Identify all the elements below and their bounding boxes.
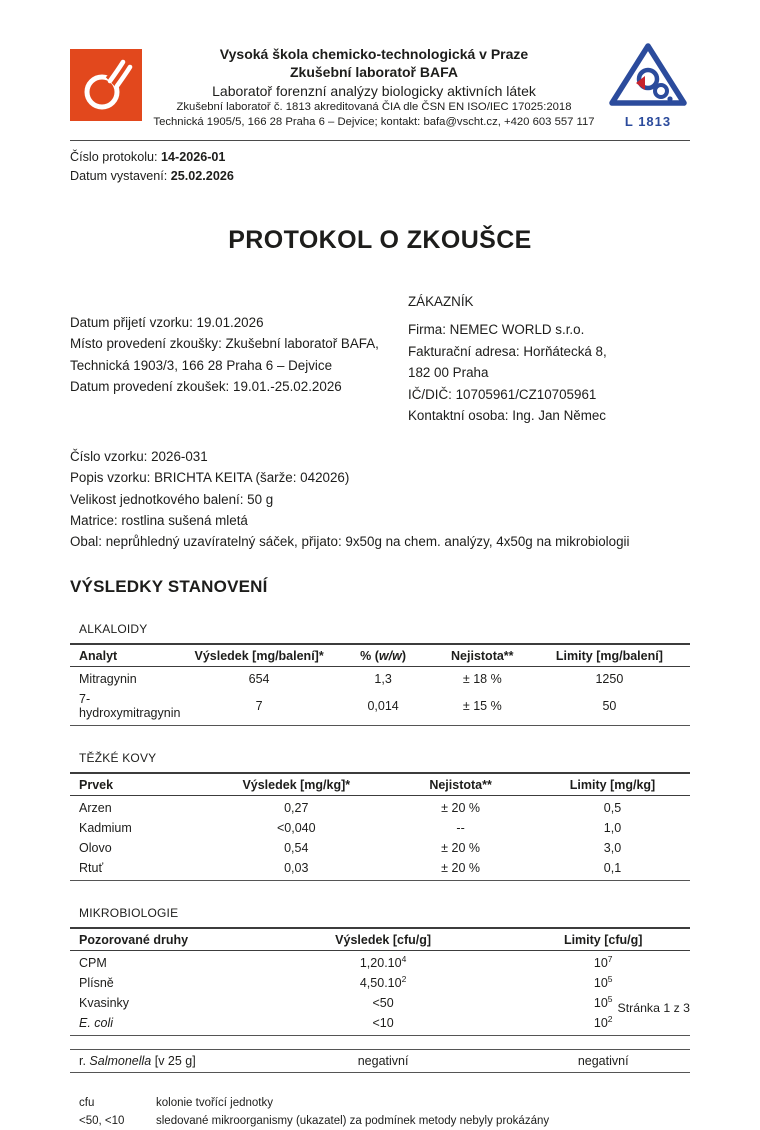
footnote-row <box>70 1095 690 1113</box>
col-limits: Limity [cfu/g] <box>516 928 690 951</box>
table-row: Kadmium <0,040 -- 1,0 <box>79 820 622 835</box>
metals-header-row <box>70 773 690 796</box>
salmonella-result: negativní <box>357 1053 409 1068</box>
alkaloids-table <box>70 643 690 726</box>
salmonella-name: r. Salmonella [v 25 g] <box>79 1053 196 1068</box>
sample-info <box>70 446 690 553</box>
table-row: Plísně 4,50.10$^2$ $10^5$ <box>79 973 613 990</box>
customer-info <box>408 291 690 427</box>
alkaloids-section-label: ALKALOIDY <box>79 621 148 636</box>
metals-section-label: TĚŽKÉ KOVY <box>79 750 157 765</box>
cia-accreditation-logo <box>606 41 690 129</box>
vscht-flask-logo-icon <box>70 49 142 121</box>
protocol-number-value: 14-2026-01 <box>161 150 226 165</box>
issue-date-value: 25.02.2026 <box>170 169 234 184</box>
org-lab: Zkušební laboratoř BAFA <box>289 64 459 81</box>
protocol-meta <box>70 148 690 186</box>
col-element: Prvek <box>70 773 206 796</box>
organization-block <box>142 45 606 130</box>
table-row <box>70 1049 690 1072</box>
micro-section-label: MIKROBIOLOGIE <box>79 905 179 920</box>
footnote-row <box>70 1113 690 1130</box>
customer-line: IČ/DIČ: 10705961/CZ10705961 <box>408 386 597 402</box>
col-result: Výsledek [cfu/g] <box>250 928 517 951</box>
reception-line: Datum provedení zkoušek: 19.01.-25.02.2026 <box>70 379 342 395</box>
page-title: PROTOKOL O ZKOUŠCE <box>228 226 532 254</box>
reception-info <box>70 291 408 427</box>
sample-line: Číslo vzorku: 2026-031 <box>70 448 208 464</box>
reception-line: Technická 1903/3, 166 28 Praha 6 – Dejvice <box>70 357 333 373</box>
page-number: Stránka 1 z 3 <box>617 1001 690 1015</box>
customer-line: Kontaktní osoba: Ing. Jan Němec <box>408 408 607 424</box>
customer-line: 182 00 Praha <box>408 365 489 381</box>
col-result: Výsledek [mg/balení]* <box>188 644 331 667</box>
customer-heading: ZÁKAZNÍK <box>408 294 474 309</box>
col-limits: Limity [mg/balení] <box>529 644 690 667</box>
protocol-number-line <box>70 148 690 167</box>
col-result: Výsledek [mg/kg]* <box>206 773 386 796</box>
customer-line: Fakturační adresa: Horňátecká 8, <box>408 343 607 359</box>
metals-table <box>70 772 690 881</box>
micro-table <box>70 927 690 1036</box>
table-row: Mitragynin 654 1,3 ± 18 % 1250 <box>79 671 624 686</box>
table-row: Olovo 0,54 ± 20 % 3,0 <box>79 840 622 855</box>
cia-mark-label: L 1813 <box>624 114 672 129</box>
reception-line: Místo provedení zkoušky: Zkušební laboratoř BAFA, <box>70 336 379 352</box>
issue-date-line <box>70 167 690 186</box>
results-heading: VÝSLEDKY STANOVENÍ <box>70 576 268 596</box>
micro-header-row <box>70 928 690 951</box>
header-divider <box>70 140 690 141</box>
table-row: Arzen 0,27 ± 20 % 0,5 <box>79 800 622 815</box>
col-uncertainty: Nejistota** <box>386 773 535 796</box>
info-columns <box>70 291 690 427</box>
sample-line: Obal: neprůhledný uzavíratelný sáček, přijato: 9x50g na chem. analýzy, 4x50g na mikrobiologii <box>70 534 630 550</box>
footnote-desc: sledované mikroorganismy (ukazatel) za podmínek metody nebyly prokázány <box>156 1114 550 1127</box>
sample-line: Matrice: rostlina sušená mletá <box>70 512 248 528</box>
col-analyte: Analyt <box>70 644 188 667</box>
footnote-term: cfu <box>79 1096 95 1109</box>
letterhead <box>70 45 690 130</box>
org-lab-full: Laboratoř forenzní analýzy biologicky aktivních látek <box>212 82 536 99</box>
col-percent: % (w/w) <box>330 644 435 667</box>
footnote-desc: kolonie tvořící jednotky <box>156 1096 273 1109</box>
alkaloids-header-row <box>70 644 690 667</box>
sample-line: Velikost jednotkového balení: 50 g <box>70 491 274 507</box>
col-species: Pozorované druhy <box>70 928 250 951</box>
sample-line: Popis vzorku: BRICHTA KEITA (šarže: 042026) <box>70 470 350 486</box>
protocol-number-label: Číslo protokolu: <box>70 150 161 165</box>
table-row: CPM 1,20.10$^4$ $10^7$ <box>79 953 613 970</box>
table-row: Rtuť 0,03 ± 20 % 0,1 <box>79 860 622 875</box>
customer-line: Firma: NEMEC WORLD s.r.o. <box>408 322 585 338</box>
org-contact: Technická 1905/5, 166 28 Praha 6 – Dejvice; kontakt: bafa@vscht.cz, +420 603 557 117 <box>153 116 595 129</box>
footnotes <box>70 1095 690 1130</box>
reception-line: Datum přijetí vzorku: 19.01.2026 <box>70 315 264 330</box>
col-limits: Limity [mg/kg] <box>535 773 690 796</box>
salmonella-limit: negativní <box>577 1053 629 1068</box>
footnote-term: <50, <10 <box>79 1114 125 1127</box>
cia-triangle-icon <box>606 41 690 111</box>
table-row: E. coli <10 $10^2$ <box>79 1013 613 1030</box>
salmonella-table <box>70 1049 690 1073</box>
issue-date-label: Datum vystavení: <box>70 169 171 184</box>
table-row: Kvasinky <50 $10^5$ <box>79 993 613 1010</box>
table-row: 7-hydroxymitragynin 7 0,014 ± 15 % 50 <box>79 691 617 720</box>
col-uncertainty: Nejistota** <box>436 644 529 667</box>
org-university: Vysoká škola chemicko-technologická v Praze <box>219 46 529 62</box>
org-accreditation: Zkušební laboratoř č. 1813 akreditovaná ČIA dle ČSN EN ISO/IEC 17025:2018 <box>176 101 572 114</box>
